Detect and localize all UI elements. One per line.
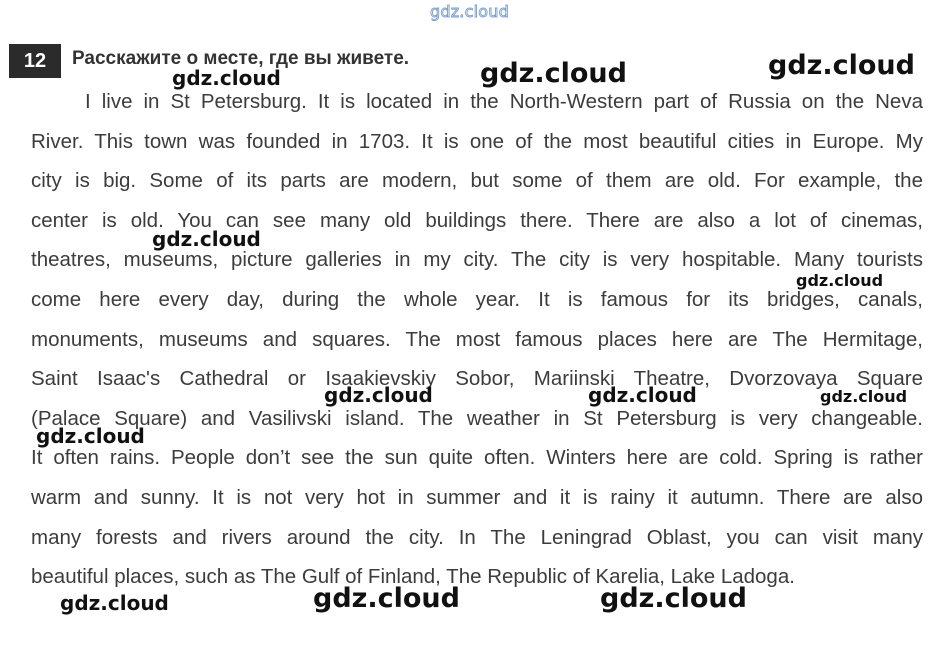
watermark: gdz.cloud — [820, 387, 908, 406]
top-watermark: gdz.cloud — [430, 2, 509, 21]
watermark: gdz.cloud — [480, 58, 627, 89]
task-title: Расскажите о месте, где вы живете. — [72, 48, 410, 69]
text-line: theatres, museums, picture galleries in my city. The city is very hospitable. Many tourists — [31, 248, 923, 272]
watermark: gdz.cloud — [600, 583, 747, 614]
text-line: I live in St Petersburg. It is located in the North-Western part of Russia on the Neva — [85, 90, 923, 113]
text-line: It often rains. People don’t see the sun quite often. Winters here are cold. Spring is rather — [31, 446, 923, 470]
text-line: many forests and rivers around the city. In The Leningrad Oblast, you can visit many — [31, 525, 923, 549]
watermark: gdz.cloud — [324, 383, 433, 407]
text-line: beautiful places, such as The Gulf of Finland, The Republic of Karelia, Lake Ladoga. — [31, 565, 795, 589]
text-line: city is big. Some of its parts are modern, but some of them are old. For example, the — [31, 169, 923, 193]
task-number-badge: 12 — [9, 44, 61, 78]
watermark: gdz.cloud — [588, 383, 697, 407]
text-line: come here every day, during the whole year. It is famous for its bridges, canals, — [31, 287, 923, 311]
text-line: Saint Isaac's Cathedral or Isaakievskiy Sobor, Mariinski Theatre, Dvorzovaya Square — [31, 367, 923, 391]
watermark: gdz.cloud — [152, 227, 261, 251]
text-line: warm and sunny. It is not very hot in summer and it is rainy it autumn. There are also — [31, 485, 923, 509]
watermark: gdz.cloud — [172, 66, 281, 90]
text-line: center is old. You can see many old buildings there. There are also a lot of cinemas, — [31, 208, 923, 232]
watermark: gdz.cloud — [60, 591, 169, 615]
watermark: gdz.cloud — [313, 583, 460, 614]
text-line: monuments, museums and squares. The most famous places here are The Hermitage, — [31, 327, 923, 351]
text-line: (Palace Square) and Vasilivski island. The weather in St Petersburg is very changeable. — [31, 406, 923, 430]
watermark: gdz.cloud — [768, 50, 915, 81]
watermark: gdz.cloud — [796, 271, 884, 290]
watermark: gdz.cloud — [36, 424, 145, 448]
answer-text — [31, 84, 923, 599]
text-line: River. This town was founded in 1703. It is one of the most beautiful cities in Europe. My — [31, 129, 923, 153]
